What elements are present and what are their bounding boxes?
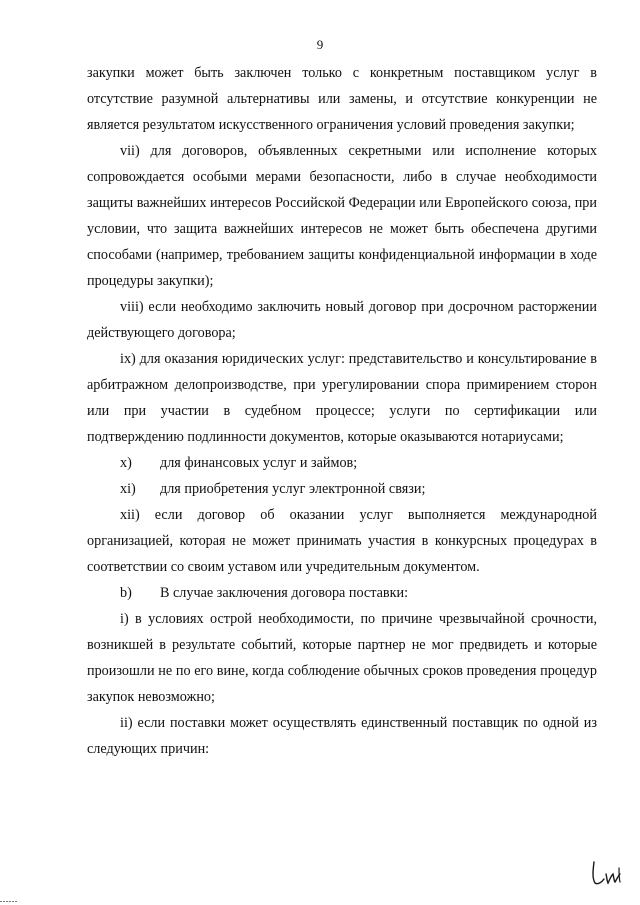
paragraph-ix: ix) для оказания юридических услуг: представительство и консультирование в арбитражном делопроизводстве, при урегулировании спора примирением сторон или при участии в судебном процессе; услуги по сертификации или подтверждению подлинности документов, которые оказываются нотариусами; <box>87 351 597 445</box>
item-marker: x) <box>120 455 132 471</box>
handwritten-initials-signature <box>590 858 626 888</box>
list-item-x <box>87 450 597 476</box>
item-text: В случае заключения договора поставки: <box>160 585 409 601</box>
paragraph-viii: viii) если необходимо заключить новый договор при досрочном расторжении действующего договора; <box>87 299 597 341</box>
list-item-xi <box>87 476 597 502</box>
item-marker: b) <box>120 585 132 601</box>
item-text: для приобретения услуг электронной связи; <box>160 481 426 497</box>
paragraph-ii: ii) если поставки может осуществлять единственный поставщик по одной из следующих причин: <box>87 715 597 757</box>
scan-edge-mark <box>0 900 20 903</box>
page-number: 9 <box>316 37 324 52</box>
paragraph-vii: vii) для договоров, объявленных секретными или исполнение которых сопровождается особыми мерами безопасности, либо в случае необходимости защиты важнейших интересов Российской Федерации или Европейского союза, при условии, что защита важнейших интересов не может быть обеспечена другими способами (например, требованием защиты конфиденциальной информации в ходе процедуры закупки); <box>87 143 597 289</box>
section-b-heading <box>87 580 597 606</box>
document-body <box>87 60 597 762</box>
paragraph-xii: xii) если договор об оказании услуг выполняется международной организацией, которая не может принимать участия в конкурсных процедурах в соответствии со своим уставом или учредительным документом. <box>87 507 597 575</box>
paragraph-continuation: закупки может быть заключен только с конкретным поставщиком услуг в отсутствие разумной альтернативы или замены, и отсутствие конкуренции не является результатом искусственного ограничения условий проведения закупки; <box>87 65 597 133</box>
item-text: для финансовых услуг и займов; <box>160 455 358 471</box>
paragraph-i: i) в условиях острой необходимости, по причине чрезвычайной срочности, возникшей в результате событий, которые партнер не мог предвидеть и которые произошли не по его вине, когда соблюдение обычных сроков проведения процедур закупок невозможно; <box>87 611 597 705</box>
item-marker: xi) <box>120 481 136 497</box>
